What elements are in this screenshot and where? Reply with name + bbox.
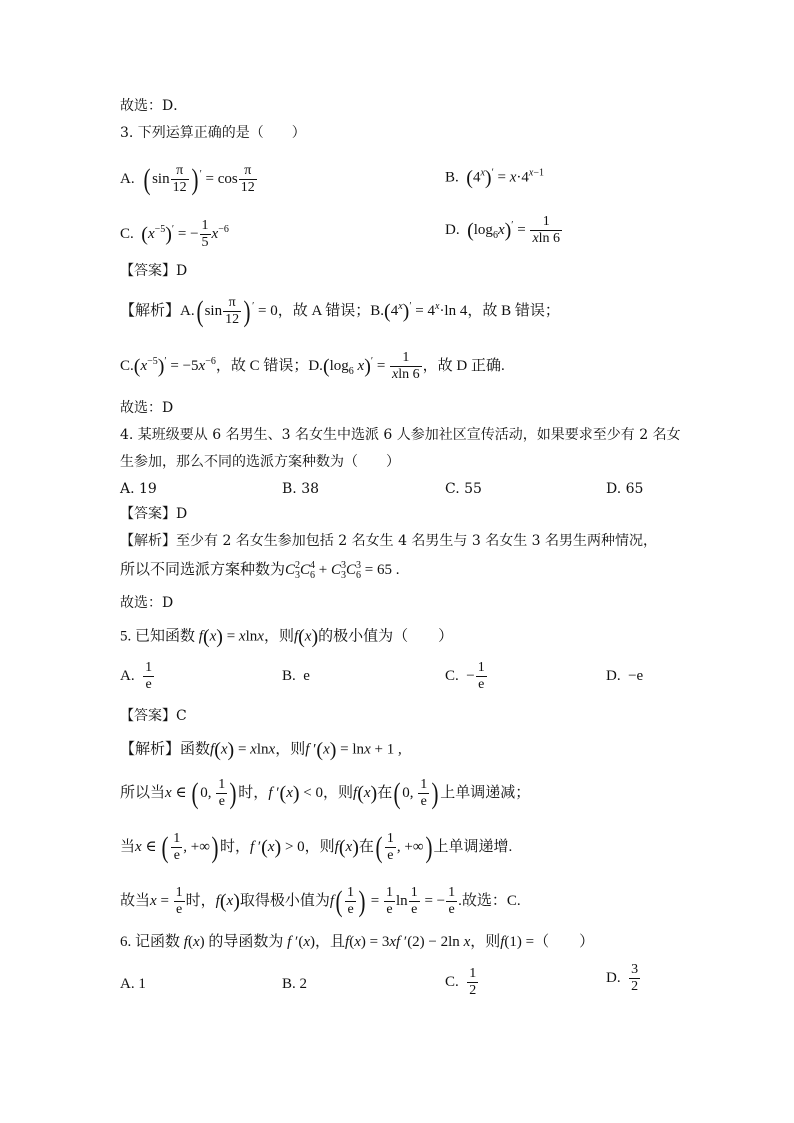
q5-line2-head: 所以当 (120, 784, 166, 801)
q4-option-c: C. 55 (445, 481, 482, 497)
q4-analysis-1: 【解析】至少有 2 名女生参加包括 2 名女生 4 名男生与 3 名女生 3 名男生两种情况， (120, 533, 658, 549)
q4-answer: 【答案】D (120, 506, 188, 522)
q5-answer: 【答案】C (120, 708, 187, 724)
q3-analysis-cd: $C.(x^{-5})' = -5x^{-6}$，故 C 错误；$D.(\log_6$ x)′ = $\frac{1}{xln 6}$ ，故 D 正确. (120, 350, 505, 383)
q3-analysis-b-tail: ，故 B 错误； (467, 302, 560, 319)
q6-option-d-label: D. (606, 970, 621, 987)
q3-analysis-c-tail: ，故 C 错误；D. (215, 358, 323, 375)
q6-option-a: A. 1 (120, 976, 146, 992)
q5-option-a-label: A. (120, 668, 135, 685)
q5-analysis-4: 故当x = $\frac{1}{e}$ 时，f(x)取得极小值为f( $\frac{1}{e}$ ) = $\frac{1}{e}$ ln $\frac{1}{e}$ = − $\frac{1}{e}$ .故选：C. (120, 884, 521, 918)
q5-analysis-2: 所以当x ∈ ( 0, $\frac{1}{e}$ ) 时，f ′(x) < 0，则f(x)在( 0, $\frac{1}{e}$ ) 上单调递减； (120, 776, 531, 810)
q5-option-c: C. − $\frac{1}{e}$ (445, 660, 485, 693)
q5-line3-head: 当 (120, 838, 136, 855)
q4-option-a: A. 19 (120, 481, 157, 497)
q5-analysis-3: 当x ∈ ( $\frac{1}{e}$ , +∞) 时，f ′(x) > 0，则f(x)在( $\frac{1}{e}$ , +∞) 上单调递增. (120, 830, 513, 864)
q3-option-a: A. ( sin $\frac{\pi}{12}$ ) ′ = cos $\frac{\pi}{12}$ (120, 162, 255, 196)
q5-stem-head: 5. 已知函数 (120, 628, 196, 645)
q3-select: 故选：D (120, 400, 174, 416)
q5-line4-take: 时， (185, 892, 216, 909)
q3-stem: 3. 下列运算正确的是（ ） (120, 125, 306, 141)
q5-stem-mid: ，则 (263, 628, 294, 645)
q6-option-b: B. 2 (282, 976, 308, 992)
q3-analysis-ab: 【解析】A.( sin $\frac{\pi}{12}$ ) ′ = 0，故 A 错误；$B.(4^x)' = 4^x\cdot\ln$ 4，故 B 错误； (120, 294, 560, 328)
q3-analysis-a-tail: ，故 A 错误；B. (277, 302, 385, 319)
q5-line4-min: 取得极小值为 (239, 892, 330, 909)
q5-line3-inc: 上单调递增. (433, 838, 513, 855)
q5-line2-when: 时， (238, 784, 269, 801)
q5-analysis-mid: ，则 (275, 741, 306, 758)
q5-option-b: B. e (282, 668, 310, 684)
q5-option-a: A. $\frac{1}{e}$ (120, 660, 153, 693)
q5-line3-in: 在 (358, 838, 374, 855)
q3-analysis-d-tail: ，故 D 正确. (422, 358, 505, 375)
q5-stem: 5. 已知函数 f(x) = xlnx，则f(x)的极小值为（ ） (120, 626, 454, 648)
q6-stem-mid: 的导函数为 (208, 934, 284, 950)
q5-line3-then: ，则 (304, 838, 335, 855)
q6-option-d: D. $\frac{3}{2}$ (606, 962, 639, 995)
q6-stem-mid2: ，且 (315, 934, 346, 950)
q5-option-d-label: D. (606, 668, 621, 684)
q4-option-b: B. 38 (282, 481, 320, 497)
q5-line2-then: ，则 (323, 784, 354, 801)
q4-stem-1: 4. 某班级要从 6 名男生、3 名女生中选派 6 人参加社区宣传活动，如果要求至少有 2 名女 (120, 427, 681, 443)
q5-analysis-1: 【解析】函数f(x) = xlnx，则f ′(x) = lnx + 1 , (120, 739, 402, 761)
q5-option-b-label: B. (282, 668, 296, 684)
q6-stem-tail: （ ） (534, 934, 595, 950)
q5-stem-tail: 的极小值为（ ） (318, 628, 454, 645)
q5-line2-in: 在 (377, 784, 393, 801)
q6-stem: 6. 记函数 f(x) 的导函数为 f ′(x)，且f(x) = 3xf ′(2) − 2ln x，则f(1) =（ ） (120, 934, 595, 950)
q4-analysis-2: 所以不同选派方案种数为$C^2_3C^4_6 + C^3_3C^3_6 = 65$ . (120, 560, 400, 581)
q3-analysis-a-head: 【解析】A. (120, 302, 195, 319)
q3-option-b: B. $(4^x)' = x\cdot 4^{x-1}$ (445, 167, 544, 189)
q3-option-c: C. $(x^{-5})'$ = − $\frac{1}{5}$ $x^{-6}$ (120, 218, 229, 251)
q5-line4-select: .故选：C. (458, 892, 521, 909)
q5-analysis-head: 【解析】函数 (120, 741, 211, 758)
q4-option-d: D. 65 (606, 481, 644, 497)
q6-option-c: C. $\frac{1}{2}$ (445, 966, 477, 999)
q4-analysis-2-head: 所以不同选派方案种数为 (120, 562, 286, 578)
q5-line4-head: 故当 (120, 892, 151, 909)
q3-answer: 【答案】D (120, 263, 188, 279)
q4-select: 故选：D (120, 595, 174, 611)
q5-line3-when: 时， (219, 838, 250, 855)
q3-option-d: D. $(\log_6x)'$ = $\frac{1}{xln 6}$ (445, 214, 561, 247)
q5-option-d: D. −e (606, 668, 644, 684)
q4-stem-2: 生参加，那么不同的选派方案种数为（ ） (120, 454, 400, 470)
q6-stem-mid3: ，则 (470, 934, 501, 950)
previous-select-line: 故选：D． (120, 98, 188, 114)
q5-option-c-label: C. (445, 668, 459, 685)
q6-stem-head: 6. 记函数 (120, 934, 181, 950)
q6-option-c-label: C. (445, 974, 459, 991)
q5-line2-dec: 上单调递减； (440, 784, 531, 801)
